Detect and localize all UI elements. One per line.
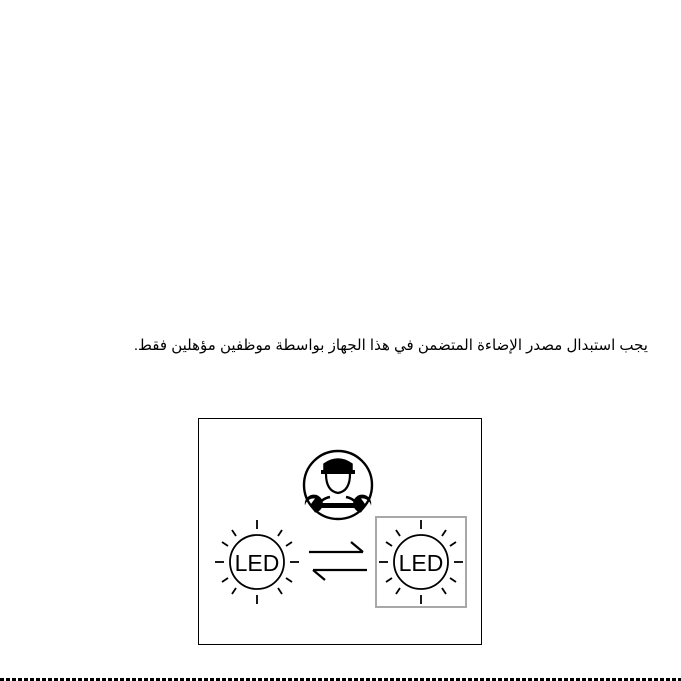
technician-with-wrench-icon [304,451,372,519]
led-replacement-pictogram [198,418,482,645]
led-label-left: LED [234,550,280,576]
replacement-notice: يجب استبدال مصدر الإضاءة المتضمن في هذا الجهاز بواسطة موظفين مؤهلين فقط. [133,337,648,354]
pictogram-svg [199,419,481,644]
led-label-right: LED [398,550,444,576]
swap-arrows-icon [309,542,367,580]
